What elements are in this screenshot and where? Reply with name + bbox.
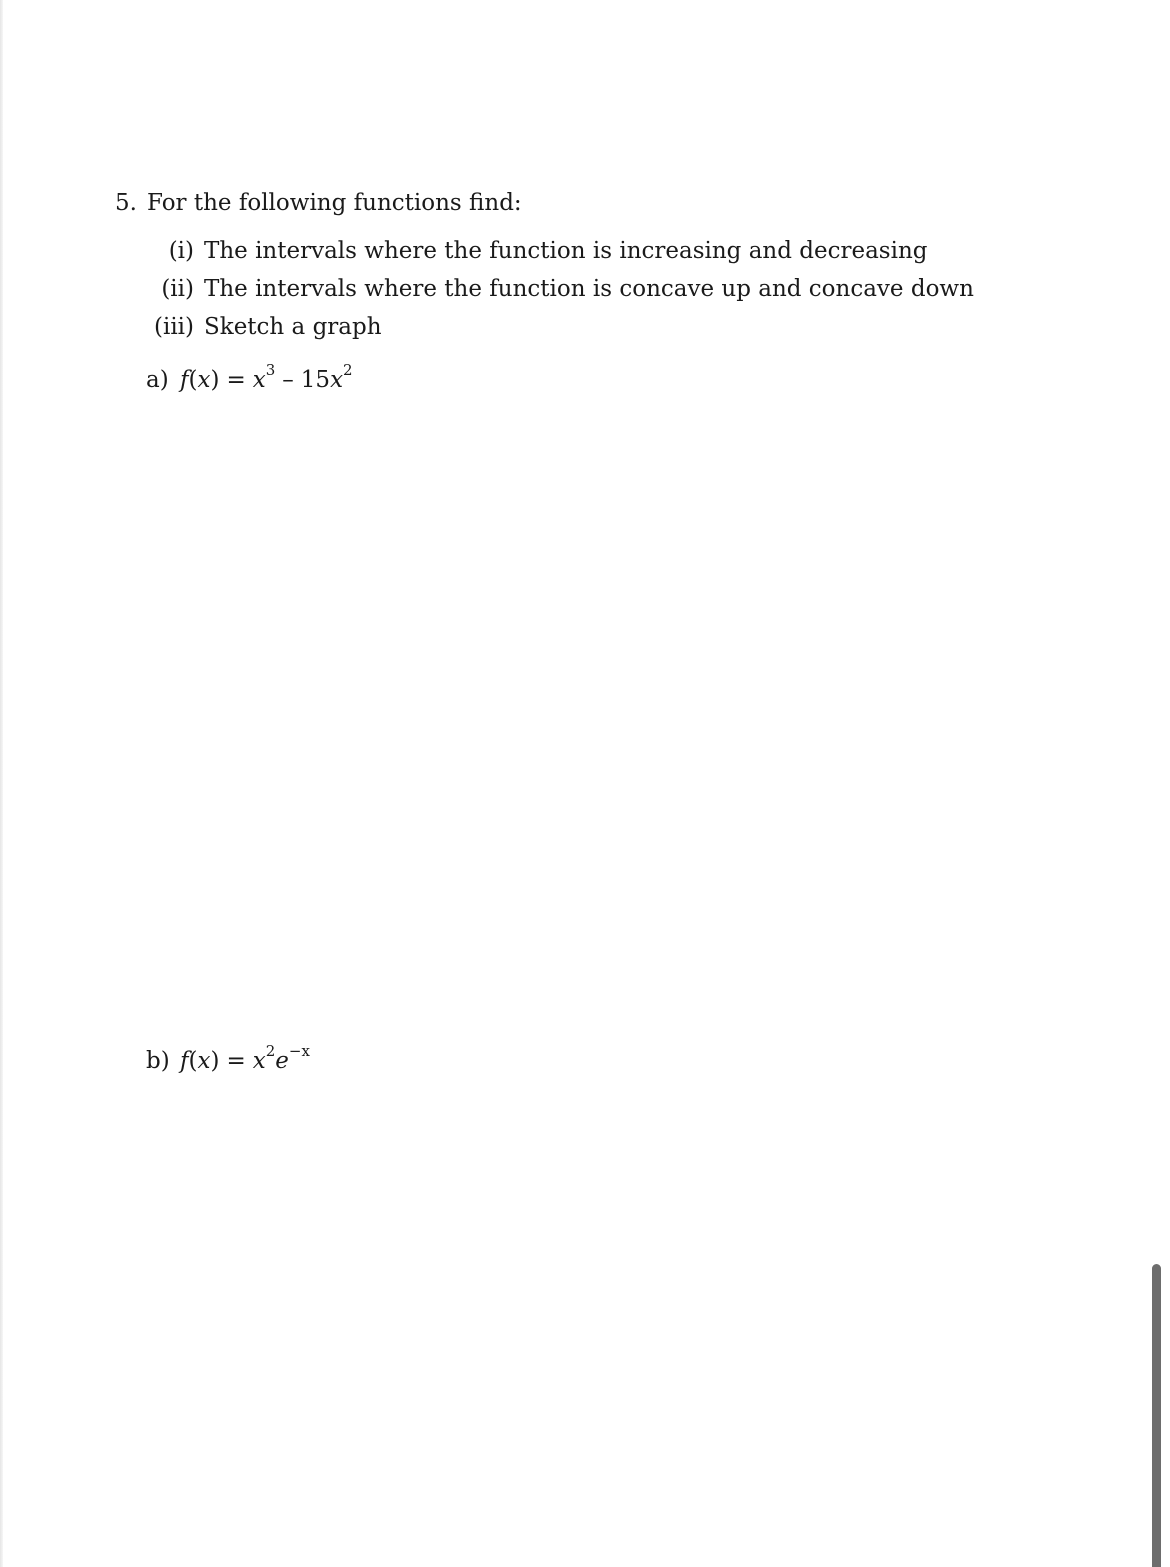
function-name: f	[180, 1048, 189, 1074]
problem-number: 5.	[115, 190, 137, 216]
part-b	[146, 1042, 310, 1075]
task-item	[153, 313, 382, 341]
part-label: b)	[146, 1048, 170, 1074]
equals-sign: =	[226, 367, 246, 393]
function-argument: x	[197, 1048, 211, 1074]
task-text: Sketch a graph	[204, 314, 382, 340]
task-item	[168, 237, 928, 265]
term-exponent: −x	[288, 1042, 310, 1061]
task-marker: (iii)	[153, 314, 194, 340]
part-label: a)	[146, 367, 169, 393]
task-marker: (i)	[168, 238, 194, 264]
equals-sign: =	[226, 1048, 246, 1074]
function-formula: $f(x) = x^3 - 15x^2$	[180, 361, 353, 393]
vertical-scrollbar-thumb[interactable]	[1152, 1264, 1161, 1567]
problem-prompt: For the following functions find:	[147, 190, 522, 216]
term-base: x	[330, 367, 344, 393]
minus-sign: –	[282, 367, 294, 393]
task-text: The intervals where the function is concave up and concave down	[204, 276, 974, 302]
term-base: e	[275, 1048, 289, 1074]
function-argument: x	[197, 367, 211, 393]
term-exponent: 3	[265, 361, 276, 380]
function-name: f	[180, 367, 189, 393]
term-exponent: 2	[265, 1042, 276, 1061]
part-a	[146, 361, 353, 394]
term-exponent: 2	[343, 361, 353, 380]
term-coefficient: 15	[300, 367, 331, 393]
function-formula: $f(x) = x^2e^{-x}$	[180, 1042, 310, 1074]
task-text: The intervals where the function is increasing and decreasing	[204, 238, 928, 264]
term-base: x	[252, 367, 266, 393]
task-item	[161, 275, 974, 303]
term-base: x	[252, 1048, 266, 1074]
problem-heading	[115, 189, 522, 217]
task-marker: (ii)	[161, 276, 194, 302]
